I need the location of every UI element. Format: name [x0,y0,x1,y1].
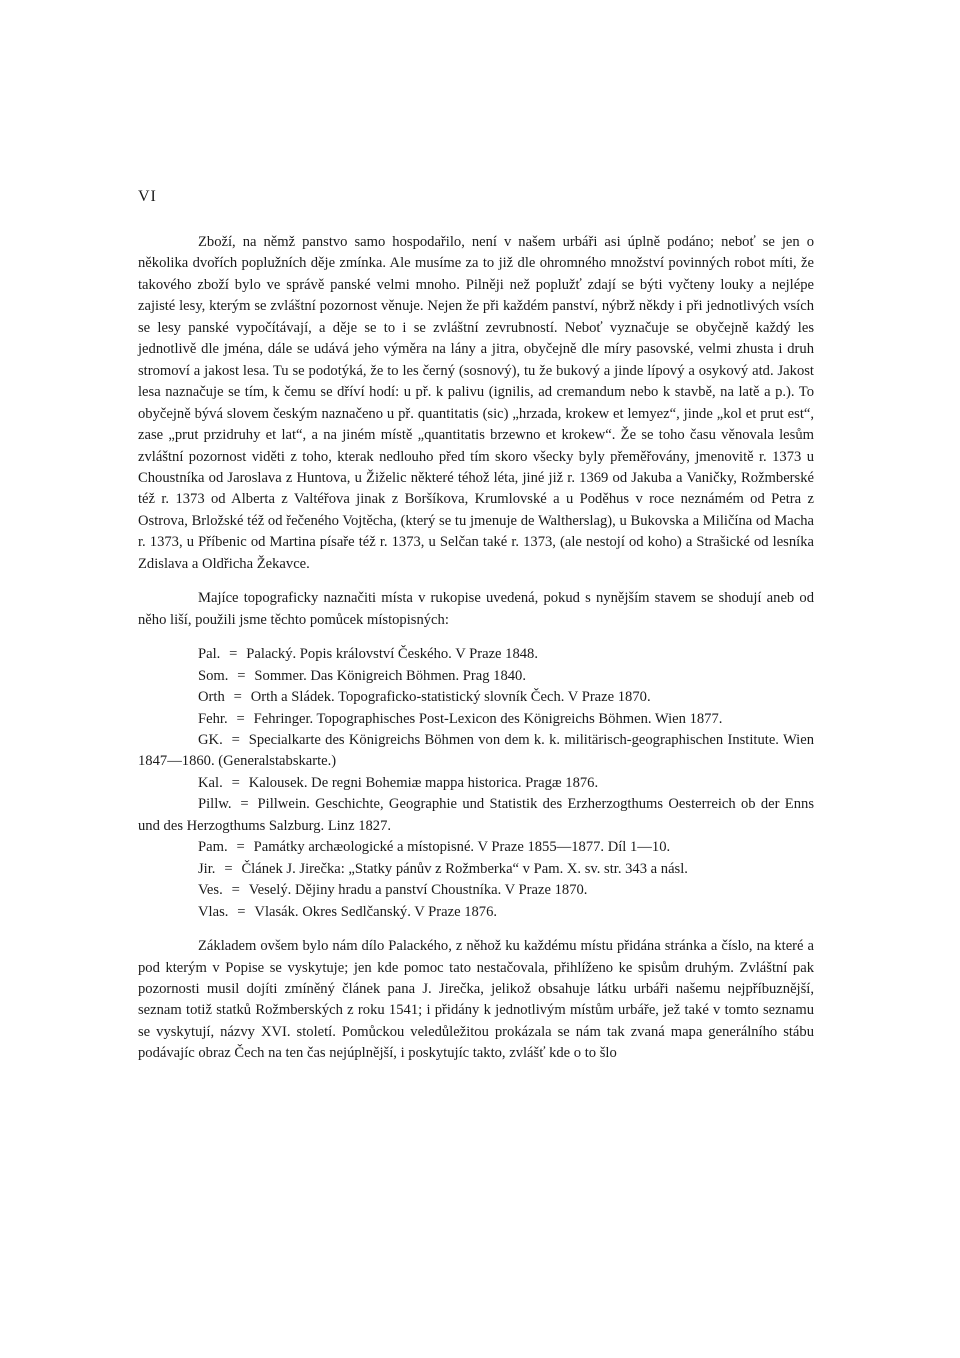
abbreviation-key: Orth [198,689,225,706]
abbreviation-key: Som. [198,667,229,684]
abbreviation-description: Orth a Sládek. Topograficko-statistický slovník Čech. V Praze 1870. [250,689,651,706]
abbreviation-description: Sommer. Das Königreich Böhmen. Prag 1840. [254,667,526,684]
abbreviation-item [138,837,814,858]
abbreviation-key: Jir. [198,860,216,877]
abbreviation-description: Památky archæologické a místopisné. V Praze 1855—1877. Díl 1—10. [253,839,671,856]
abbreviation-item [138,644,814,665]
equals-sign: = [236,839,245,856]
paragraph-sources-intro: Majíce topograficky naznačiti místa v rukopise uvedená, pokud s nynějším stavem se shodují aneb od něho liší, použili jsme těchto pomůcek místopisných: [138,590,814,628]
equals-sign: = [236,710,245,727]
abbreviation-key: Fehr. [198,710,228,727]
abbreviation-item [138,773,814,794]
abbreviation-description: Specialkarte des Königreichs Böhmen von dem k. k. militärisch-geographischen Institute. Wien 1847—1860. (Generalstabskarte.) [138,731,814,770]
abbreviation-key: Pillw. [198,796,232,813]
abbreviation-item [138,902,814,923]
equals-sign: = [224,860,233,877]
abbreviation-item [138,794,814,837]
abbreviation-description: Vlasák. Okres Sedlčanský. V Praze 1876. [254,903,498,920]
abbreviation-key: Ves. [198,882,223,899]
equals-sign: = [229,646,238,663]
abbreviation-list [138,644,814,923]
abbreviation-description: Pillwein. Geschichte, Geographie und Statistik des Erzherzogthums Oesterreich ob der Enns und des Herzogthums Salzburg. Linz 1827. [138,796,814,834]
abbreviation-key: Vlas. [198,903,229,920]
equals-sign: = [231,882,240,899]
paragraph-forests: Zboží, na němž panstvo samo hospodařilo, není v našem urbáři asi úplně podáno; neboť se jen o několika dvořích poplužních děje zmínka. Ale musíme za to již dle ohromného množství povinných robot míti, že takového zboží bylo ve správě panské velmi mnoho. Pilněji než poplužť zdají se býti vyčteny louky a nejlépe zajisté lesy, kterým se zvláštní pozornost věnuje. Nejen že při každém panství, nýbrž někdy i při jednotlivých vsích se lesy panské vypočítávají, a děje se to i se zvláštní zevrubností. Neboť vyznačuje se obyčejně každý les jednotlivě dle jména, dále se udává jeho výměra na lány a jitra, obyčejně dle míry pasovské, velmi zhusta i druh stromoví a jakost lesa. Tu se podotýká, že to les černý (sosnový), tu že bukový a jinde lípový a osykový atd. Jakost lesa naznačuje se tím, k čemu se dříví hodí: u př. k palivu (ignilis, ad cremandum nebo k stavbě, na latě a p.). To obyčejně bývá slovem českým naznačeno u př. quantitatis (sic) „hrzada, krokew et lemyez“, jinde „kol et prut est“, zase „prut przidruhy et lat“, a na jiném místě „quantitatis brzewno et krokew“. Že se toho času věnovala lesům zvláštní pozornost viděti z toho, kterak nedlouho před tím skoro všecky byly přeměřovány, jmenovitě r. 1373 u Choustníka od Jaroslava z Huntova, u Žiželic některé téhož léta, jiné již r. 1369 od Jakuba a Vaničky, Rožmberské též r. 1373 od Alberta z Valtéřova jinak z Boršíkova, Krumlovské a u Poděhus v roce neznámém od Petra z Ostrova, Brložské též od řečeného Vojtěcha, (který se tu jmenuje de Waltherslag), u Bukovska a Miličína od Macha r. 1373, u Příbenic od Martina písaře též r. 1373, u Selčan také r. 1373, (ale nestojí od koho) a Strašické od lesníka Zdislava a Oldřicha Žekavce. [138,234,814,572]
equals-sign: = [231,731,240,748]
abbreviation-item [138,666,814,687]
equals-sign: = [231,774,240,791]
abbreviation-key: GK. [198,731,223,748]
abbreviation-item [138,687,814,708]
abbreviation-item [138,730,814,773]
abbreviation-key: Pam. [198,839,228,856]
abbreviation-item [138,880,814,901]
abbreviation-item [138,709,814,730]
abbreviation-description: Článek J. Jirečka: „Statky pánův z Rožmberka“ v Pam. X. sv. str. 343 a násl. [241,860,688,877]
paragraph-closing: Základem ovšem bylo nám dílo Palackého, z něhož ku každému místu přidána stránka a číslo, na které a pod kterým v Popise se vyskytuje; jen kde pomoc tato nestačovala, přihlíženo ke spisům druhým. Zvláštní pak pozornosti musil dojíti zmíněný článek pana J. Jirečka, jelikož obsahuje látku urbáři našemu nejpříbuznější, seznam totiž statků Rožmberských z roku 1541; i přidány k jednotlivým místům urbáře, jež také v tomto seznamu se vyskytují, názvy XVI. století. Pomůckou veledůležitou prokázala se nám tak zvaná mapa generálního stábu podávajíc obraz Čech na ten čas nejúplnější, i poskytujíc takto, zvlášť kde o to šlo [138,938,814,1062]
page-body [138,232,814,1065]
abbreviation-description: Palacký. Popis království Českého. V Praze 1848. [246,646,539,663]
abbreviation-description: Fehringer. Topographisches Post-Lexicon des Königreichs Böhmen. Wien 1877. [253,710,723,727]
abbreviation-key: Kal. [198,774,223,791]
equals-sign: = [237,903,246,920]
equals-sign: = [237,667,246,684]
abbreviation-description: Veselý. Dějiny hradu a panství Choustníka. V Praze 1870. [248,882,588,899]
page-number: VI [138,188,157,205]
equals-sign: = [233,689,242,706]
abbreviation-description: Kalousek. De regni Bohemiæ mappa historica. Pragæ 1876. [248,774,599,791]
abbreviation-item [138,859,814,880]
abbreviation-key: Pal. [198,646,221,663]
equals-sign: = [240,796,249,813]
